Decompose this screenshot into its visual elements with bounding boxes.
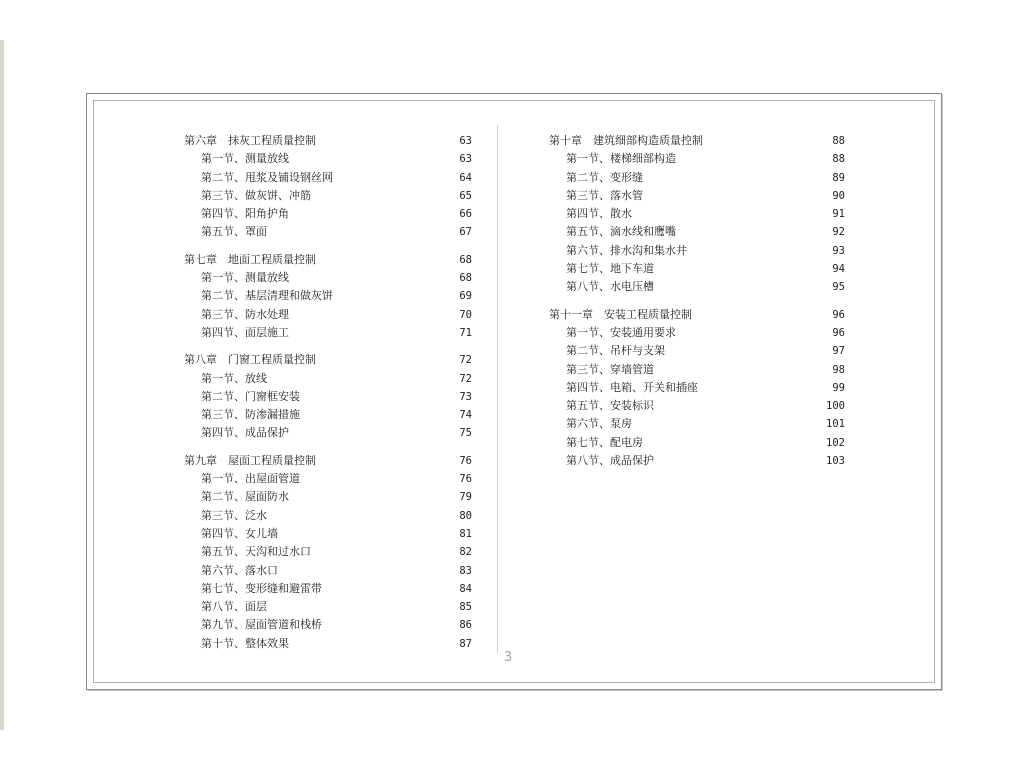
- section-title: 第二节、吊杆与支架: [566, 344, 665, 358]
- section-page-number: 76: [459, 473, 472, 486]
- section-title: 第四节、成品保护: [201, 426, 289, 440]
- section-page-number: 93: [832, 244, 845, 257]
- section-title: 第八节、成品保护: [566, 454, 654, 468]
- toc-section-entry[interactable]: [184, 562, 472, 580]
- section-page-number: 94: [832, 263, 845, 276]
- section-page-number: 87: [459, 637, 472, 650]
- chapter-title: 第七章 地面工程质量控制: [184, 252, 316, 266]
- section-title: 第六节、落水口: [201, 563, 278, 577]
- chapter-page-number: 63: [459, 135, 472, 147]
- section-page-number: 72: [459, 372, 472, 385]
- section-title: 第二节、变形缝: [566, 170, 643, 184]
- section-page-number: 88: [832, 153, 845, 166]
- section-page-number: 79: [459, 491, 472, 504]
- toc-section-entry[interactable]: [549, 260, 845, 278]
- section-title: 第三节、穿墙管道: [566, 362, 654, 376]
- toc-chapter-entry[interactable]: [184, 132, 472, 150]
- chapter-title: 第九章 屋面工程质量控制: [184, 453, 316, 467]
- toc-section-entry[interactable]: [549, 150, 845, 168]
- toc-section-entry[interactable]: [184, 616, 472, 634]
- section-title: 第三节、防渗漏措施: [201, 408, 300, 422]
- toc-section-entry[interactable]: [184, 150, 472, 168]
- toc-section-entry[interactable]: [549, 242, 845, 260]
- section-title: 第五节、滴水线和鹰嘴: [566, 225, 676, 239]
- toc-section-entry[interactable]: [184, 287, 472, 305]
- chapter-title: 第八章 门窗工程质量控制: [184, 353, 316, 367]
- section-title: 第八节、面层: [201, 600, 267, 614]
- toc-chapter-entry[interactable]: [184, 251, 472, 269]
- section-title: 第一节、安装通用要求: [566, 325, 676, 339]
- section-title: 第四节、电箱、开关和插座: [566, 380, 698, 394]
- section-title: 第三节、泛水: [201, 508, 267, 522]
- toc-section-entry[interactable]: [184, 507, 472, 525]
- toc-section-entry[interactable]: [549, 397, 845, 415]
- section-page-number: 97: [832, 345, 845, 358]
- section-title: 第七节、变形缝和避雷带: [201, 581, 322, 595]
- section-title: 第三节、落水管: [566, 188, 643, 202]
- chapter-title: 第十章 建筑细部构造质量控制: [549, 134, 703, 147]
- toc-section-entry[interactable]: [549, 434, 845, 452]
- chapter-page-number: 76: [459, 454, 472, 467]
- toc-section-entry[interactable]: [184, 306, 472, 324]
- section-page-number: 69: [459, 290, 472, 303]
- section-title: 第六节、排水沟和集水井: [566, 243, 687, 257]
- toc-chapter-group: [184, 251, 472, 342]
- toc-section-entry[interactable]: [549, 379, 845, 397]
- toc-section-entry[interactable]: [184, 488, 472, 506]
- section-page-number: 74: [459, 409, 472, 422]
- chapter-title: 第十一章 安装工程质量控制: [549, 307, 692, 321]
- toc-section-entry[interactable]: [549, 361, 845, 379]
- page-number: 3: [504, 650, 513, 665]
- section-page-number: 64: [459, 171, 472, 184]
- toc-chapter-entry[interactable]: [549, 306, 845, 324]
- toc-chapter-entry[interactable]: [549, 132, 845, 150]
- section-title: 第三节、做灰饼、冲筋: [201, 188, 311, 202]
- toc-section-entry[interactable]: [184, 187, 472, 205]
- section-title: 第一节、楼梯细部构造: [566, 152, 676, 166]
- section-title: 第五节、安装标识: [566, 399, 654, 413]
- section-page-number: 91: [832, 208, 845, 221]
- section-page-number: 67: [459, 226, 472, 239]
- toc-section-entry[interactable]: [549, 324, 845, 342]
- toc-section-entry[interactable]: [184, 543, 472, 561]
- toc-section-entry[interactable]: [549, 205, 845, 223]
- toc-section-entry[interactable]: [184, 406, 472, 424]
- section-page-number: 83: [459, 564, 472, 577]
- toc-section-entry[interactable]: [184, 388, 472, 406]
- section-title: 第二节、屋面防水: [201, 490, 289, 504]
- section-page-number: 103: [826, 455, 845, 468]
- section-page-number: 81: [459, 527, 472, 540]
- section-title: 第九节、屋面管道和栈桥: [201, 618, 322, 632]
- section-title: 第一节、测量放线: [201, 152, 289, 166]
- toc-chapter-entry[interactable]: [184, 351, 472, 369]
- section-page-number: 89: [832, 171, 845, 184]
- section-title: 第二节、甩浆及铺设钢丝网: [201, 170, 333, 184]
- toc-chapter-group: [549, 306, 845, 471]
- toc-section-entry[interactable]: [549, 342, 845, 360]
- section-title: 第七节、配电房: [566, 435, 643, 449]
- chapter-page-number: 88: [832, 135, 845, 147]
- section-page-number: 82: [459, 546, 472, 559]
- section-page-number: 75: [459, 427, 472, 440]
- section-page-number: 101: [826, 418, 845, 431]
- toc-section-entry[interactable]: [549, 278, 845, 296]
- toc-section-entry[interactable]: [184, 580, 472, 598]
- section-page-number: 66: [459, 208, 472, 221]
- section-title: 第一节、测量放线: [201, 271, 289, 285]
- toc-left-column: [184, 132, 472, 662]
- section-title: 第四节、阳角护角: [201, 207, 289, 221]
- section-title: 第一节、出屋面管道: [201, 472, 300, 486]
- toc-section-entry[interactable]: [549, 187, 845, 205]
- section-title: 第十节、整体效果: [201, 636, 289, 650]
- section-page-number: 92: [832, 226, 845, 239]
- section-page-number: 70: [459, 308, 472, 321]
- chapter-title: 第六章 抹灰工程质量控制: [184, 134, 316, 147]
- toc-section-entry[interactable]: [184, 370, 472, 388]
- scan-edge-strip: [0, 40, 4, 730]
- section-page-number: 85: [459, 601, 472, 614]
- toc-section-entry[interactable]: [184, 169, 472, 187]
- section-page-number: 65: [459, 189, 472, 202]
- section-page-number: 73: [459, 390, 472, 403]
- section-title: 第一节、放线: [201, 371, 267, 385]
- toc-section-entry[interactable]: [549, 223, 845, 241]
- toc-section-entry[interactable]: [549, 169, 845, 187]
- section-title: 第七节、地下车道: [566, 262, 654, 276]
- toc-chapter-group: [549, 132, 845, 297]
- toc-section-entry[interactable]: [184, 223, 472, 241]
- section-page-number: 80: [459, 509, 472, 522]
- section-page-number: 71: [459, 326, 472, 339]
- section-title: 第二节、门窗框安装: [201, 389, 300, 403]
- toc-section-entry[interactable]: [184, 635, 472, 653]
- section-title: 第五节、罩面: [201, 225, 267, 239]
- toc-section-entry[interactable]: [184, 424, 472, 442]
- section-page-number: 99: [832, 381, 845, 394]
- section-title: 第四节、散水: [566, 207, 632, 221]
- toc-chapter-group: [184, 452, 472, 653]
- toc-section-entry[interactable]: [184, 598, 472, 616]
- toc-chapter-group: [184, 132, 472, 242]
- section-page-number: 90: [832, 189, 845, 202]
- section-page-number: 96: [832, 326, 845, 339]
- column-divider: [497, 125, 498, 653]
- toc-section-entry[interactable]: [184, 205, 472, 223]
- section-title: 第八节、水电压槽: [566, 280, 654, 294]
- section-page-number: 100: [826, 400, 845, 413]
- section-page-number: 68: [459, 272, 472, 285]
- toc-right-column: [549, 132, 845, 479]
- section-page-number: 84: [459, 582, 472, 595]
- toc-section-entry[interactable]: [549, 415, 845, 433]
- section-title: 第四节、女儿墙: [201, 526, 278, 540]
- section-page-number: 95: [832, 281, 845, 294]
- toc-section-entry[interactable]: [184, 269, 472, 287]
- section-title: 第二节、基层清理和做灰饼: [201, 289, 333, 303]
- toc-chapter-group: [184, 351, 472, 442]
- chapter-page-number: 68: [459, 253, 472, 266]
- toc-section-entry[interactable]: [184, 324, 472, 342]
- section-page-number: 63: [459, 153, 472, 166]
- toc-section-entry[interactable]: [549, 452, 845, 470]
- toc-section-entry[interactable]: [184, 470, 472, 488]
- toc-chapter-entry[interactable]: [184, 452, 472, 470]
- section-title: 第四节、面层施工: [201, 325, 289, 339]
- chapter-page-number: 72: [459, 354, 472, 367]
- chapter-page-number: 96: [832, 308, 845, 321]
- section-page-number: 86: [459, 619, 472, 632]
- section-title: 第六节、泵房: [566, 417, 632, 431]
- section-page-number: 98: [832, 363, 845, 376]
- section-title: 第三节、防水处理: [201, 307, 289, 321]
- section-title: 第五节、天沟和过水口: [201, 545, 311, 559]
- section-page-number: 102: [826, 436, 845, 449]
- toc-section-entry[interactable]: [184, 525, 472, 543]
